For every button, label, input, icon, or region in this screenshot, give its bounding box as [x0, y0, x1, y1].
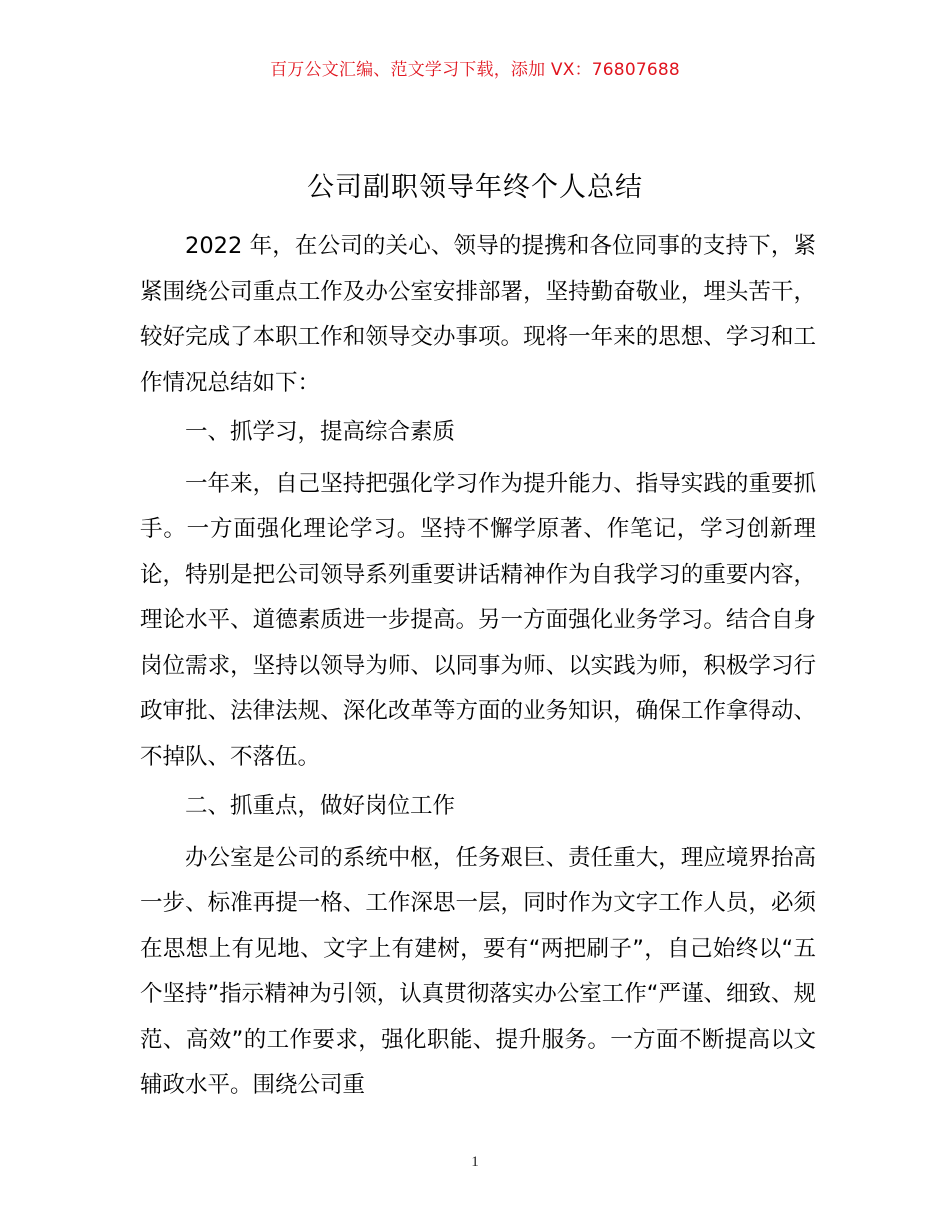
document-title: 公司副职领导年终个人总结	[307, 172, 643, 203]
document-body	[140, 224, 816, 1109]
watermark-banner: 百万公文汇编、范文学习下载，添加 VX：76807688	[270, 60, 680, 80]
section-heading-1: 一、抓学习，提高综合素质	[185, 419, 456, 445]
intro-paragraph: 2022 年，在公司的关心、领导的提携和各位同事的支持下，紧紧围绕公司重点工作及办公室安排部署，坚持勤奋敬业，埋头苦干，较好完成了本职工作和领导交办事项。现将一年来的思想、学习和工作情况总结如下：	[140, 233, 816, 396]
section-1-paragraph: 一年来，自己坚持把强化学习作为提升能力、指导实践的重要抓手。一方面强化理论学习。坚持不懈学原著、作笔记，学习创新理论，特别是把公司领导系列重要讲话精神作为自我学习的重要内容，理论水平、道德素质进一步提高。另一方面强化业务学习。结合自身岗位需求，坚持以领导为师、以同事为师、以实践为师，积极学习行政审批、法律法规、深化改革等方面的业务知识，确保工作拿得动、不掉队、不落伍。	[140, 470, 816, 770]
section-2-paragraph: 办公室是公司的系统中枢，任务艰巨、责任重大，理应境界抬高一步、标准再提一格、工作深思一层，同时作为文字工作人员，必须在思想上有见地、文字上有建树，要有“两把刷子”，自己始终以“五个坚持”指示精神为引领，认真贯彻落实办公室工作“严谨、细致、规范、高效”的工作要求，强化职能、提升服务。一方面不断提高以文辅政水平。围绕公司重	[140, 844, 816, 1098]
section-heading-2: 二、抓重点，做好岗位工作	[185, 793, 456, 819]
page-number: 1	[471, 1154, 479, 1170]
